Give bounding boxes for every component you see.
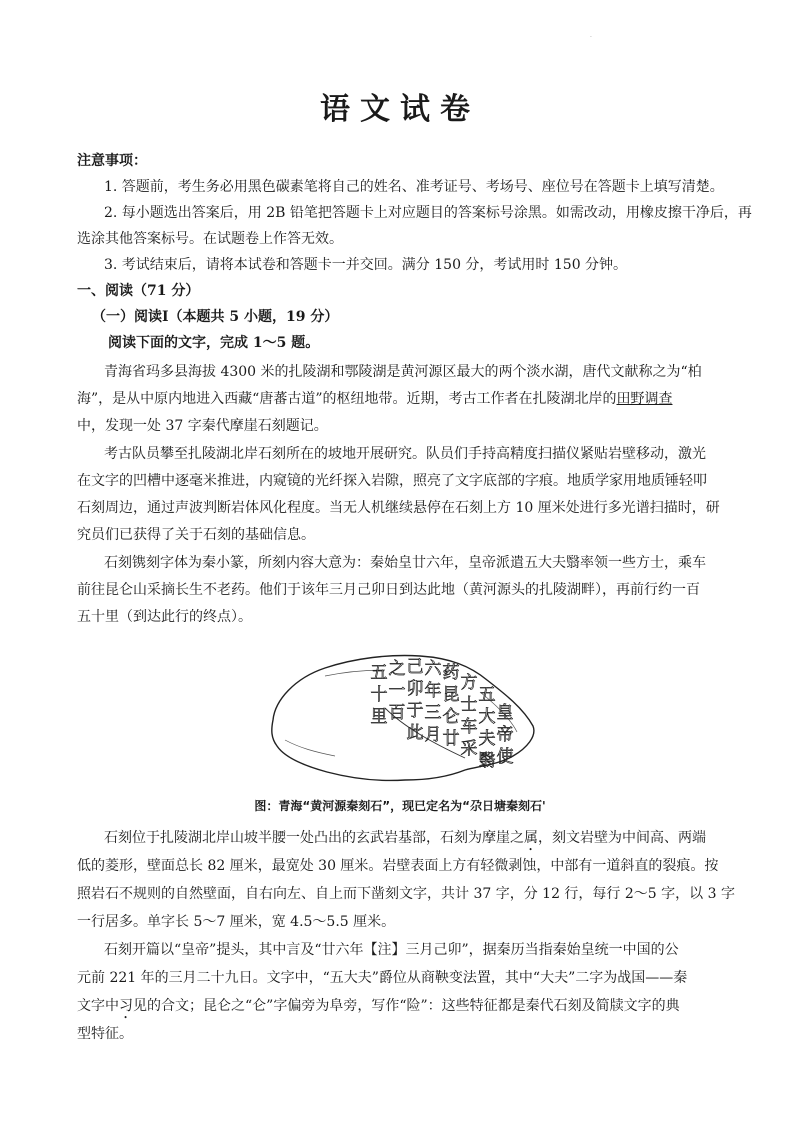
passage-p1-line-1: 青海省玛多县海拔 4300 米的扎陵湖和鄂陵湖是黄河源区最大的两个淡水湖，唐代文献称之为“柏: [104, 364, 702, 380]
inscription-glyph: 翳: [478, 751, 496, 771]
passage-p5-line-1: 石刻开篇以“皇帝”提头，其中言及“廿六年【注】三月己卯”，据秦历当指秦始皇统一中国的公: [104, 942, 679, 958]
inscription-glyph: 使: [496, 747, 514, 767]
passage-p5-line-4: 型特征。: [77, 1026, 133, 1042]
emphasized-char: 属: [524, 830, 538, 846]
underlined-term: 田野调查: [616, 391, 673, 407]
passage-p3-line-2: 前往昆仑山采摘长生不老药。他们于该年三月己卯日到达此地（黄河源头的扎陵湖畔），再前行约一百: [77, 582, 700, 598]
inscription-glyph: 十: [370, 685, 388, 705]
passage-p1-line-2: [77, 389, 672, 409]
passage-p5-line-2: 元前 221 年的三月二十九日。文字中，“五大夫”爵位从商鞅变法置，其中“大夫”二字为战国——秦: [77, 970, 688, 986]
emphasized-char: 习: [119, 998, 133, 1014]
inscription-glyph: 皇: [496, 703, 514, 723]
notice-item-1: 1. 答题前，考生务必用黑色碳素笔将自己的姓名、准考证号、考场号、座位号在答题卡上填写清楚。: [104, 179, 724, 195]
passage-p2-line-3: 石刻周边，通过声波判断岩体风化程度。当无人机继续悬停在石刻上方 10 厘米处进行多光谱扫描时，研: [77, 500, 720, 516]
notice-item-2-line-1: 2. 每小题选出答案后，用 2B 铅笔把答题卡上对应题目的答案标号涂黑。如需改动，用橡皮擦干净后，再: [104, 205, 752, 221]
notice-heading: 注意事项：: [77, 153, 147, 169]
inscription-glyph: 年: [424, 681, 442, 701]
inscription-glyph: 方: [460, 673, 478, 693]
passage-text: 见的合文；昆仑之“仑”字偏旁为阜旁，写作“险”：这些特征都是秦代石刻及简牍文字的典: [133, 998, 680, 1014]
section-subheading: （一）阅读Ⅰ（本题共 5 小题，19 分）: [92, 309, 339, 325]
reading-instruction: 阅读下面的文字，完成 1～5 题。: [108, 335, 320, 351]
passage-text: 石刻位于扎陵湖北岸山坡半腰一处凸出的玄武岩基部，石刻为摩崖之: [104, 830, 524, 846]
inscription-glyph: 帝: [496, 725, 514, 745]
passage-p4-line-1: [104, 828, 706, 854]
inscription-glyph: 大: [478, 707, 496, 727]
inscription-glyphs: [371, 657, 514, 771]
passage-p5-line-3: [77, 996, 680, 1022]
inscription-glyph: 药: [442, 663, 460, 683]
passage-text: 文字中: [77, 998, 119, 1014]
passage-p2-line-4: 究员们已获得了关于石刻的基础信息。: [77, 527, 315, 543]
inscription-glyph: 己: [406, 657, 424, 677]
passage-p3-line-3: 五十里（到达此行的终点）。: [77, 609, 252, 625]
inscription-glyph: 五: [478, 685, 496, 705]
inscription-glyph: 百: [388, 703, 406, 723]
inscription-glyph: 夫: [478, 729, 496, 749]
notice-item-2-line-2: 选涂其他答案标号。在试题卷上作答无效。: [77, 231, 343, 247]
passage-p1-line-3: 中，发现一处 37 字秦代摩崖石刻题记。: [77, 418, 328, 434]
figure-caption: 图：青海“黄河源秦刻石”，现已定名为“尕日塘秦刻石': [254, 799, 546, 813]
inscription-glyph: 五: [370, 663, 388, 683]
passage-p2-line-1: 考古队员攀至扎陵湖北岸石刻所在的坡地开展研究。队员们手持高精度扫描仪紧贴岩壁移动，激光: [104, 446, 706, 462]
passage-p2-line-2: 在文字的凹槽中逐毫米推进，内窥镜的光纤探入岩隙，照亮了文字底部的字痕。地质学家用地质锤轻叩: [77, 473, 707, 489]
passage-p3-line-1: 石刻镌刻字体为秦小篆，所刻内容大意为：秦始皇廿六年，皇帝派遣五大夫翳率领一些方士，乘车: [104, 555, 706, 571]
inscription-glyph: 采: [460, 739, 478, 759]
scan-mark: ·: [590, 34, 592, 41]
exam-title: 语文试卷: [320, 92, 480, 127]
inscription-glyph: 六: [424, 659, 442, 679]
inscription-glyph: 车: [460, 717, 478, 737]
passage-p4-line-4: 一行居多。单字长 5～7 厘米，宽 4.5～5.5 厘米。: [77, 914, 396, 930]
section-heading: 一、阅读（71 分）: [77, 283, 200, 299]
inscription-glyph: 廿: [442, 729, 460, 749]
inscription-glyph: 此: [406, 723, 424, 743]
passage-p4-line-3: 照岩石不规则的自然壁面，自右向左、自上而下凿刻文字，共计 37 字，分 12 行，每行 2～5 字，以 3 字: [77, 886, 735, 902]
inscription-glyph: 一: [388, 681, 406, 701]
passage-text: ，刻文岩壁为中间高、两端: [538, 830, 706, 846]
inscription-glyph: 于: [406, 701, 424, 721]
inscription-glyph: 里: [370, 707, 388, 727]
inscription-glyph: 仑: [442, 707, 460, 727]
inscription-glyph: 士: [460, 695, 478, 715]
passage-p4-line-2: 低的菱形，壁面总长 82 厘米，最宽处 30 厘米。岩壁表面上方有轻微剥蚀，中部有一道斜直的裂痕。按: [77, 858, 719, 874]
inscription-glyph: 卯: [406, 679, 424, 699]
inscription-glyph: 之: [388, 659, 406, 679]
inscription-glyph: 昆: [442, 685, 460, 705]
inscription-glyph: 三: [424, 703, 442, 723]
inscription-glyph: 月: [424, 725, 442, 745]
passage-text: 海”，是从中原内地进入西藏“唐蕃古道”的枢纽地带。近期，考古工作者在扎陵湖北岸的: [77, 391, 617, 407]
stone-inscription-figure: [265, 648, 540, 788]
notice-item-3: 3. 考试结束后，请将本试卷和答题卡一并交回。满分 150 分，考试用时 150 分钟。: [104, 257, 628, 273]
